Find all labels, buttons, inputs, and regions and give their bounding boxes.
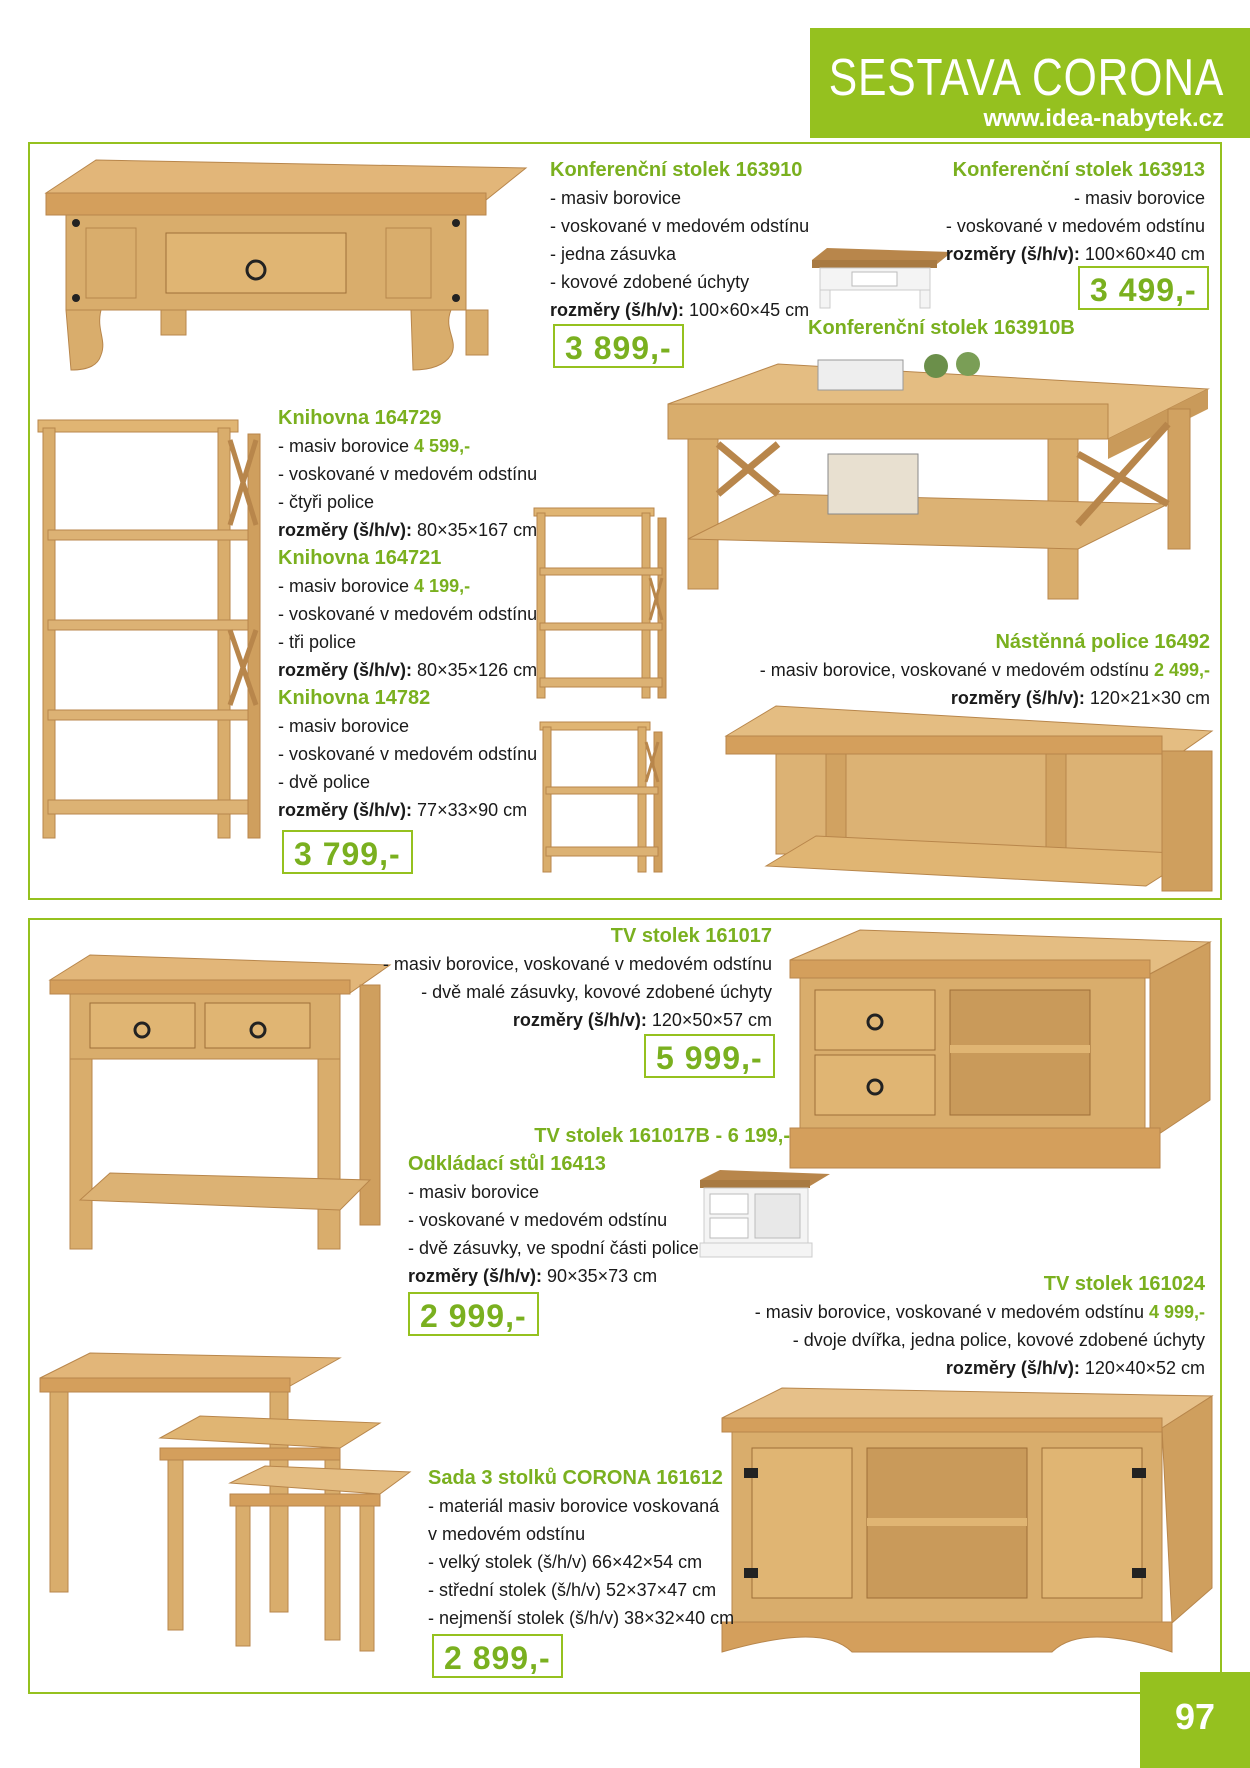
console-table-16413-name: Odkládací stůl 16413 — [408, 1153, 606, 1175]
tv-stand-161017-dimensions: rozměry (š/h/v): 120×50×57 cm — [512, 1010, 772, 1030]
page-number: 97 — [1174, 1696, 1216, 1737]
wall-shelf-16492-line-1: - masiv borovice, voskované v medovém odstínu 2 499,- — [759, 660, 1210, 680]
product-163910-dimensions — [550, 296, 809, 324]
tv-stand-161024-name: TV stolek 161024 — [1043, 1273, 1205, 1295]
nesting-tables-161612-name: Sada 3 stolků CORONA 161612 — [428, 1467, 723, 1489]
tv-stand-161017b-info — [534, 1122, 790, 1150]
bookcase-164729-name: Knihovna 164729 — [278, 407, 442, 429]
product-163910b-info — [808, 314, 1075, 342]
tv-stand-161017b-name: TV stolek 161017B - 6 199,- — [534, 1125, 790, 1147]
nesting-tables-161612-price: 2 899,- — [432, 1634, 563, 1678]
nesting-tables-161612-info — [428, 1464, 734, 1632]
nesting-tables-line-5: - nejmenší stolek (š/h/v) 38×32×40 cm — [428, 1608, 735, 1628]
product-163910-info — [550, 156, 809, 324]
bookcase-164729-price: 4 599,- — [414, 436, 471, 456]
tv-stand-161024-price: 4 999,- — [1148, 1302, 1205, 1322]
product-163910-price: 3 899,- — [553, 324, 684, 368]
product-163913-line-2: - voskované v medovém odstínu — [945, 216, 1205, 236]
bookcase-164729-line-1: - masiv borovice 4 599,- — [278, 436, 471, 456]
tv-stand-161017-line-2: - dvě malé zásuvky, kovové zdobené úchyty — [421, 982, 772, 1002]
tv-stand-161024-info — [755, 1270, 1205, 1382]
bookcase-14782-dimensions: rozměry (š/h/v): 77×33×90 cm — [278, 800, 528, 820]
product-163913-dimensions — [946, 240, 1205, 268]
wall-shelf-16492-image — [726, 706, 1212, 896]
bookcase-164729-line-3: - čtyři police — [278, 492, 375, 512]
website-url[interactable]: www.idea-nabytek.cz — [983, 105, 1224, 132]
tv-stand-161024-image — [722, 1388, 1212, 1658]
bookcase-164721-image — [534, 508, 669, 698]
product-163910-name: Konferenční stolek 163910 — [550, 159, 803, 181]
console-table-16413-info — [408, 1150, 699, 1290]
bookcase-14782-price: 3 799,- — [282, 830, 413, 874]
console-table-16413-price: 2 999,- — [408, 1292, 539, 1336]
console-table-16413-line-3: - dvě zásuvky, ve spodní části police — [408, 1238, 699, 1258]
product-163913-name: Konferenční stolek 163913 — [952, 159, 1205, 181]
bookcase-164729-line-2: - voskované v medovém odstínu — [278, 464, 538, 484]
dim-value: 100×60×45 cm — [684, 300, 810, 320]
console-table-16413-dimensions: rozměry (š/h/v): 90×35×73 cm — [408, 1266, 658, 1286]
nesting-tables-line-4: - střední stolek (š/h/v) 52×37×47 cm — [428, 1580, 717, 1600]
wall-shelf-16492-info — [760, 628, 1210, 712]
page-number-box — [1140, 1672, 1250, 1768]
tv-stand-161017-name: TV stolek 161017 — [610, 925, 772, 947]
tv-stand-161017-info — [383, 922, 772, 1034]
bookcase-14782-line-2: - voskované v medovém odstínu — [278, 744, 538, 764]
bookcase-14782-line-1: - masiv borovice — [278, 716, 410, 736]
tv-stand-161017-line-1: - masiv borovice, voskované v medovém odstínu — [382, 954, 772, 974]
nesting-tables-line-1: - materiál masiv borovice voskovaná — [428, 1496, 720, 1516]
product-163910-line-2: - voskované v medovém odstínu — [550, 216, 810, 236]
bookcase-164721-line-1: - masiv borovice 4 199,- — [278, 576, 471, 596]
coffee-table-163910b-image — [812, 248, 952, 310]
wall-shelf-16492-dimensions: rozměry (š/h/v): 120×21×30 cm — [950, 688, 1210, 708]
tv-stand-161024-dimensions: rozměry (š/h/v): 120×40×52 cm — [945, 1358, 1205, 1378]
page-title: SESTAVA CORONA — [828, 49, 1224, 107]
dim-label: rozměry (š/h/v): — [550, 300, 685, 320]
console-table-16413-image — [50, 955, 390, 1255]
product-163910b-name: Konferenční stolek 163910B — [808, 317, 1075, 339]
bookcase-14782-image — [540, 722, 665, 872]
tv-stand-161024-line-1: - masiv borovice, voskované v medovém odstínu 4 999,- — [754, 1302, 1205, 1322]
bookcase-164729-image — [38, 420, 268, 840]
coffee-table-163910-image — [36, 158, 526, 378]
tv-stand-161017-price: 5 999,- — [644, 1034, 775, 1078]
tv-stand-161024-line-2: - dvoje dvířka, jedna police, kovové zdobené úchyty — [792, 1330, 1205, 1350]
product-163913-info — [946, 156, 1205, 268]
dim-label: rozměry (š/h/v): — [945, 244, 1080, 264]
product-163913-line-1: - masiv borovice — [1073, 188, 1205, 208]
dim-value: 100×60×40 cm — [1079, 244, 1205, 264]
bookcase-164721-name: Knihovna 164721 — [278, 547, 442, 569]
bookcase-14782-line-3: - dvě police — [278, 772, 371, 792]
product-163910-line-3: - jedna zásuvka — [550, 244, 677, 264]
bookcase-164721-line-3: - tři police — [278, 632, 357, 652]
nesting-tables-161612-image — [40, 1348, 420, 1658]
nesting-tables-line-2: v medovém odstínu — [428, 1524, 586, 1544]
nesting-tables-line-3: - velký stolek (š/h/v) 66×42×54 cm — [428, 1552, 703, 1572]
wall-shelf-16492-price: 2 499,- — [1153, 660, 1210, 680]
bookcase-info — [278, 404, 537, 824]
bookcase-164721-dimensions: rozměry (š/h/v): 80×35×126 cm — [278, 660, 538, 680]
wall-shelf-16492-name: Nástěnná police 16492 — [995, 631, 1210, 653]
header-banner — [810, 28, 1250, 138]
tv-stand-161017b-image — [700, 1170, 830, 1260]
product-163910-line-4: - kovové zdobené úchyty — [550, 272, 750, 292]
product-163913-price: 3 499,- — [1078, 266, 1209, 310]
console-table-16413-line-1: - masiv borovice — [408, 1182, 540, 1202]
bookcase-164721-price: 4 199,- — [414, 576, 471, 596]
tv-stand-161017-image — [790, 930, 1210, 1180]
coffee-table-163913-image — [668, 354, 1208, 604]
bookcase-164721-line-2: - voskované v medovém odstínu — [278, 604, 538, 624]
bookcase-164729-dimensions: rozměry (š/h/v): 80×35×167 cm — [278, 520, 538, 540]
console-table-16413-line-2: - voskované v medovém odstínu — [408, 1210, 668, 1230]
product-163910-line-1: - masiv borovice — [550, 188, 682, 208]
bookcase-14782-name: Knihovna 14782 — [278, 687, 431, 709]
